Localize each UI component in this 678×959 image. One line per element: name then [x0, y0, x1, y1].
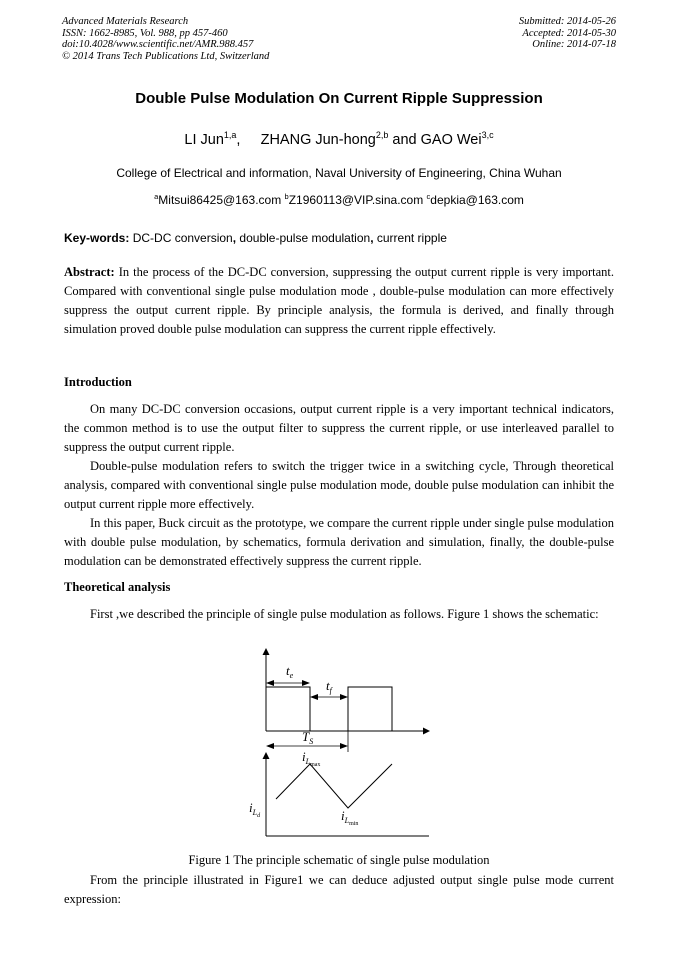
online-date: Online: 2014-07-18 [532, 39, 616, 50]
keyword: DC-DC conversion [132, 231, 233, 245]
email-address: Z1960113@VIP.sina.com [288, 193, 424, 207]
paper-title: Double Pulse Modulation On Current Ripple Suppression [135, 90, 543, 107]
issn-line: ISSN: 1662-8985, Vol. 988, pp 457-460 [62, 27, 228, 39]
te-label: $t_e$ [286, 663, 294, 680]
author-separator: and [392, 131, 417, 148]
author-affil-sup: 1,a [223, 130, 237, 140]
il-min-label: $i_L\min$ [341, 808, 359, 827]
tf-arrowhead-left [310, 694, 318, 700]
paragraph: First ,we described the principle of single pulse modulation as follows. Figure 1 shows the schematic: [90, 607, 599, 621]
ts-arrowhead-left [266, 743, 274, 749]
author-name: ZHANG Jun-hong [260, 131, 376, 148]
paragraph: On many DC-DC conversion occasions, output current ripple is a very important technical indicators, the common method is to use the output filter to suppress the current ripple, or use interleaved parallel to suppress the output current ripple. [64, 402, 614, 454]
te-arrowhead-right [302, 680, 310, 686]
ts-label: $T_S$ [302, 729, 314, 746]
paragraph: In this paper, Buck circuit as the prototype, we compare the current ripple under single pulse modulation with double pulse modulation, by schematics, formula derivation and simulation, finally, the double-pulse modulation can be demonstrated effectively suppress the current ripple. [64, 516, 614, 568]
author-affil-sup: 3,c [481, 130, 494, 140]
tf-label: $t_f$ [326, 678, 332, 695]
accepted-date: Accepted: 2014-05-30 [522, 27, 616, 39]
journal-name: Advanced Materials Research [62, 16, 189, 27]
current-ripple-waveform [276, 764, 392, 808]
dates-header [519, 16, 616, 51]
author-line [0, 130, 678, 148]
affiliation: College of Electrical and information, Naval University of Engineering, China Wuhan [116, 166, 562, 180]
keyword-separator: , [370, 231, 374, 245]
author-separator: , [236, 131, 241, 148]
abstract-text: In the process of the DC-DC conversion, suppressing the output current ripple is very important. Compared with conventional single pulse modulation mode , double-pulse modulation can more effectively suppress the output current ripple. By principle analysis, the formula is derived, and finally through simulation proved double pulse modulation can suppress the current ripple effectively. [64, 265, 615, 336]
il-d-label: $i_Ld$ [249, 800, 261, 819]
section-heading-introduction: Introduction [64, 375, 132, 389]
section-heading-theoretical-analysis: Theoretical analysis [64, 580, 171, 594]
email-address: depkia@163.com [430, 193, 524, 207]
email-sup: b [284, 192, 289, 201]
figure-caption: Figure 1 The principle schematic of single pulse modulation [188, 853, 490, 867]
abstract-label: Abstract [64, 265, 111, 279]
author-name: GAO Wei [420, 131, 482, 148]
keywords-label: Key-words [64, 231, 126, 245]
paragraph: Double-pulse modulation refers to switch the trigger twice in a switching cycle, Through theoretical analysis, compared with conventional single pulse modulation mode, double pulse modulation can inhibit the output current ripple more effectively. [64, 459, 614, 511]
keyword-separator: , [232, 231, 237, 245]
email-sup: c [426, 192, 431, 201]
figure-1-diagram [230, 640, 470, 845]
abstract-colon: : [110, 265, 115, 279]
author-affil-sup: 2,b [375, 130, 389, 140]
journal-header [62, 16, 269, 62]
email-address: Mitsui86425@163.com [158, 193, 282, 207]
abstract [64, 263, 614, 339]
email-line [0, 192, 678, 207]
il-max-label: $i_L\max$ [302, 749, 321, 768]
keywords-colon: : [125, 231, 130, 245]
email-sup: a [154, 192, 159, 201]
keywords [64, 231, 447, 245]
te-arrowhead-left [266, 680, 274, 686]
introduction-body [64, 400, 614, 571]
submitted-date: Submitted: 2014-05-26 [518, 16, 616, 27]
keyword: current ripple [376, 231, 447, 245]
tf-arrowhead-right [340, 694, 348, 700]
keyword: double-pulse modulation [239, 231, 371, 245]
ts-arrowhead-right [340, 743, 348, 749]
copyright-line: © 2014 Trans Tech Publications Ltd, Switzerland [62, 50, 270, 62]
doi-line: doi:10.4028/www.scientific.net/AMR.988.457 [62, 39, 254, 50]
author-name: LI Jun [184, 131, 224, 148]
paragraph: From the principle illustrated in Figure1 we can deduce adjusted output single pulse mode current expression: [64, 873, 614, 906]
